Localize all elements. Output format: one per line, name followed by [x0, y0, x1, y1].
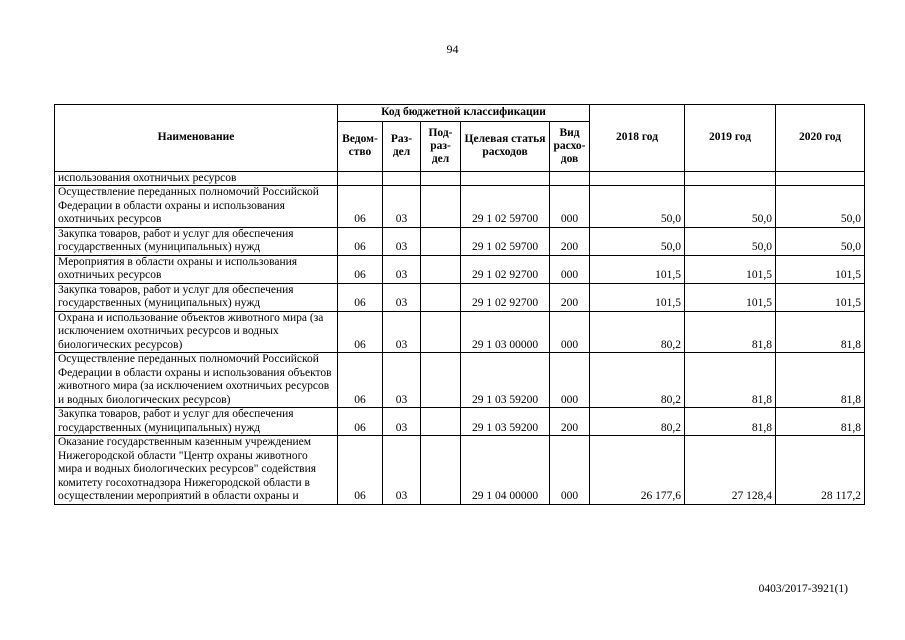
- header-2018: 2018 год: [590, 105, 685, 172]
- row-razdel: 03: [383, 353, 421, 408]
- row-name: Осуществление переданных полномочий Российской Федерации в области охраны и использования охотничьих ресурсов: [55, 186, 338, 228]
- row-value-2020: 50,0: [776, 186, 865, 228]
- row-vedomstvo: 06: [338, 255, 383, 283]
- row-vid-rashodov: 000: [550, 186, 590, 228]
- document-code: 0403/2017-3921(1): [758, 583, 848, 595]
- row-value-2018: 50,0: [590, 227, 685, 255]
- row-value-2018: 26 177,6: [590, 436, 685, 505]
- row-value-2019: 81,8: [685, 408, 776, 436]
- header-vid-rashodov: Вид расхо-дов: [550, 121, 590, 171]
- header-2019: 2019 год: [685, 105, 776, 172]
- page-number: 94: [446, 42, 459, 56]
- row-vid-rashodov: [550, 171, 590, 186]
- row-name: Закупка товаров, работ и услуг для обеспечения государственных (муниципальных) нужд: [55, 283, 338, 311]
- row-vid-rashodov: 200: [550, 227, 590, 255]
- row-value-2018: 101,5: [590, 283, 685, 311]
- row-value-2019: [685, 171, 776, 186]
- row-vid-rashodov: 000: [550, 311, 590, 353]
- row-name: использования охотничьих ресурсов: [55, 171, 338, 186]
- header-celevaya-statya: Целевая статья расходов: [461, 121, 550, 171]
- row-celevaya-statya: 29 1 02 92700: [461, 255, 550, 283]
- row-podrazdel: [421, 171, 461, 186]
- header-name: Наименование: [55, 105, 338, 172]
- row-name: Оказание государственным казенным учреждением Нижегородской области "Центр охраны животного мира и водных биологических ресурсов" содействия комитету госохотнадзора Нижегородской области в осуществлении мероприятий в области охраны и: [55, 436, 338, 505]
- row-value-2020: 101,5: [776, 283, 865, 311]
- row-value-2020: 101,5: [776, 255, 865, 283]
- table-row: [55, 171, 865, 186]
- header-razdel: Раз-дел: [383, 121, 421, 171]
- row-celevaya-statya: 29 1 03 59200: [461, 408, 550, 436]
- row-vid-rashodov: 200: [550, 283, 590, 311]
- table-row: [55, 186, 865, 228]
- row-name: Мероприятия в области охраны и использования охотничьих ресурсов: [55, 255, 338, 283]
- row-vid-rashodov: 000: [550, 353, 590, 408]
- table-row: [55, 255, 865, 283]
- row-value-2019: 81,8: [685, 353, 776, 408]
- row-value-2018: 101,5: [590, 255, 685, 283]
- table-row: [55, 227, 865, 255]
- row-value-2020: 81,8: [776, 408, 865, 436]
- row-value-2020: 81,8: [776, 311, 865, 353]
- row-vedomstvo: [338, 171, 383, 186]
- row-podrazdel: [421, 353, 461, 408]
- row-vid-rashodov: 000: [550, 436, 590, 505]
- row-celevaya-statya: 29 1 04 00000: [461, 436, 550, 505]
- row-value-2019: 50,0: [685, 227, 776, 255]
- row-podrazdel: [421, 311, 461, 353]
- table-row: [55, 353, 865, 408]
- row-value-2018: 80,2: [590, 353, 685, 408]
- header-podrazdel: Под-раз-дел: [421, 121, 461, 171]
- row-vid-rashodov: 000: [550, 255, 590, 283]
- row-celevaya-statya: [461, 171, 550, 186]
- row-podrazdel: [421, 283, 461, 311]
- row-vedomstvo: 06: [338, 353, 383, 408]
- row-value-2020: [776, 171, 865, 186]
- table-row: [55, 311, 865, 353]
- table-row: [55, 283, 865, 311]
- table-row: [55, 436, 865, 505]
- row-value-2020: 28 117,2: [776, 436, 865, 505]
- row-celevaya-statya: 29 1 03 59200: [461, 353, 550, 408]
- row-razdel: 03: [383, 227, 421, 255]
- row-podrazdel: [421, 408, 461, 436]
- row-name: Осуществление переданных полномочий Российской Федерации в области охраны и использования объектов животного мира (за исключением охотничьих ресурсов и водных биологических ресурсов): [55, 353, 338, 408]
- row-value-2019: 27 128,4: [685, 436, 776, 505]
- row-vedomstvo: 06: [338, 227, 383, 255]
- row-podrazdel: [421, 186, 461, 228]
- row-value-2018: 50,0: [590, 186, 685, 228]
- row-razdel: 03: [383, 408, 421, 436]
- row-vedomstvo: 06: [338, 186, 383, 228]
- row-value-2018: 80,2: [590, 311, 685, 353]
- row-value-2019: 101,5: [685, 255, 776, 283]
- row-razdel: 03: [383, 283, 421, 311]
- row-value-2018: [590, 171, 685, 186]
- row-vid-rashodov: 200: [550, 408, 590, 436]
- row-name: Закупка товаров, работ и услуг для обеспечения государственных (муниципальных) нужд: [55, 408, 338, 436]
- row-vedomstvo: 06: [338, 283, 383, 311]
- row-celevaya-statya: 29 1 02 92700: [461, 283, 550, 311]
- row-razdel: 03: [383, 436, 421, 505]
- row-celevaya-statya: 29 1 02 59700: [461, 227, 550, 255]
- header-2020: 2020 год: [776, 105, 865, 172]
- row-value-2019: 101,5: [685, 283, 776, 311]
- row-razdel: [383, 171, 421, 186]
- row-podrazdel: [421, 436, 461, 505]
- row-podrazdel: [421, 227, 461, 255]
- row-value-2018: 80,2: [590, 408, 685, 436]
- row-value-2019: 81,8: [685, 311, 776, 353]
- row-vedomstvo: 06: [338, 408, 383, 436]
- row-celevaya-statya: 29 1 02 59700: [461, 186, 550, 228]
- row-value-2020: 50,0: [776, 227, 865, 255]
- row-vedomstvo: 06: [338, 311, 383, 353]
- row-vedomstvo: 06: [338, 436, 383, 505]
- row-value-2020: 81,8: [776, 353, 865, 408]
- row-name: Закупка товаров, работ и услуг для обеспечения государственных (муниципальных) нужд: [55, 227, 338, 255]
- row-razdel: 03: [383, 311, 421, 353]
- row-celevaya-statya: 29 1 03 00000: [461, 311, 550, 353]
- header-budget-code-group: Код бюджетной классификации: [338, 105, 590, 122]
- row-value-2019: 50,0: [685, 186, 776, 228]
- row-razdel: 03: [383, 186, 421, 228]
- header-vedomstvo: Ведом-ство: [338, 121, 383, 171]
- row-name: Охрана и использование объектов животного мира (за исключением охотничьих ресурсов и водных биологических ресурсов): [55, 311, 338, 353]
- row-podrazdel: [421, 255, 461, 283]
- table-row: [55, 408, 865, 436]
- row-razdel: 03: [383, 255, 421, 283]
- budget-table: [54, 104, 865, 505]
